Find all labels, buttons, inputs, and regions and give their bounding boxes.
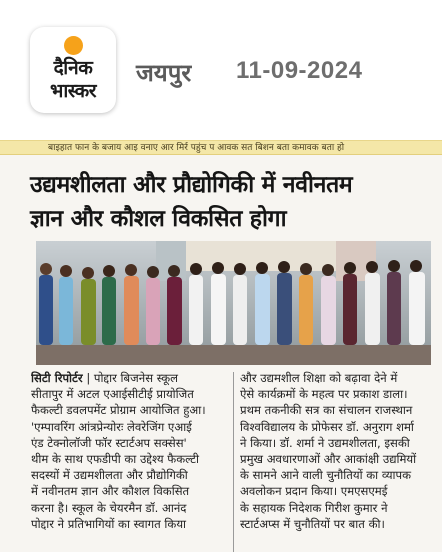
article-line-text: | पोद्दार बिजनेस स्कूल: [86, 371, 179, 385]
article-line: अवलोकन प्रदान किया। एमएसएमई: [240, 484, 388, 499]
article-line: फैकल्टी डवलपमेंट प्रोग्राम आयोजित हुआ।: [31, 403, 206, 418]
logo-text-line1: दैनिक: [53, 57, 93, 79]
logo-text-line2: भास्कर: [49, 80, 97, 102]
article-line: 'एम्पावरिंग आंत्रप्रेन्योरः लेवरेजिंग एआई: [31, 419, 192, 434]
article-line: [31, 370, 227, 386]
sun-icon: [64, 36, 83, 55]
article-line: एंड टेक्नोलॉजी फॉर स्टार्टअप सक्सेस': [31, 435, 187, 450]
article-line: पोद्दार ने प्रतिभागियों का स्वागत किया: [31, 516, 187, 531]
headline-line-1: उद्यमशीलता और प्रौद्योगिकी में नवीनतम: [30, 172, 353, 198]
article-column-right: [240, 370, 436, 532]
group-photo-illustration: [36, 241, 431, 365]
app-header: [0, 0, 442, 140]
article-line: और उद्यमशील शिक्षा को बढ़ावा देने में: [240, 371, 398, 385]
column-divider: [233, 372, 234, 552]
headline-line-2: ज्ञान और कौशल विकसित होगा: [30, 206, 287, 232]
article-line: के सहायक निदेशक गिरीश कुमार ने: [240, 500, 388, 515]
article-line: सीतापुर में अटल एआईसीटीई प्रायोजित: [31, 387, 194, 402]
article-line: में नवीनतम ज्ञान और कौशल विकसित: [31, 484, 190, 499]
byline: सिटी रिपोर्टर: [31, 371, 83, 385]
article-line: करना है। स्कूल के चेयरमैन डॉ. आनंद: [31, 500, 187, 515]
article-line: सदस्यों में उद्यमशीलता और प्रौद्योगिकी: [31, 468, 188, 483]
event-group-photo: [36, 241, 431, 365]
article-line: प्रमुख अवधारणाओं और आकांक्षी उद्यमियों: [240, 452, 417, 467]
dainik-bhaskar-logo[interactable]: [30, 27, 116, 113]
article-line: थीम के साथ एफडीपी का उद्देश्य फैकल्टी: [31, 452, 200, 467]
article-line: विश्वविद्यालय के प्रोफेसर डॉ. अनुराग शर्मा: [240, 419, 414, 434]
article-headline: [30, 168, 435, 236]
article-line: ने किया। डॉ. शर्मा ने उद्यमशीलता, इसकी: [240, 435, 410, 450]
article-line: के सामने आने वाली चुनौतियों का व्यापक: [240, 468, 412, 483]
previous-article-strip: बाइहात फान के बजाय आइ वनाए आर मिर्र पहुंच प आवक सत बिशन बता कमावक बता हो: [0, 140, 442, 155]
article-column-left: [31, 370, 227, 532]
edition-date: 11-09-2024: [236, 57, 363, 84]
edition-city: जयपुर: [136, 59, 192, 87]
article-line: ऐसे कार्यक्रमों के महत्व पर प्रकाश डाला।: [240, 387, 408, 402]
article-line: स्टार्टअप्स में चुनौतियों पर बात की।: [240, 516, 385, 531]
article-line: प्रथम तकनीकी सत्र का संचालन राजस्थान: [240, 403, 413, 418]
